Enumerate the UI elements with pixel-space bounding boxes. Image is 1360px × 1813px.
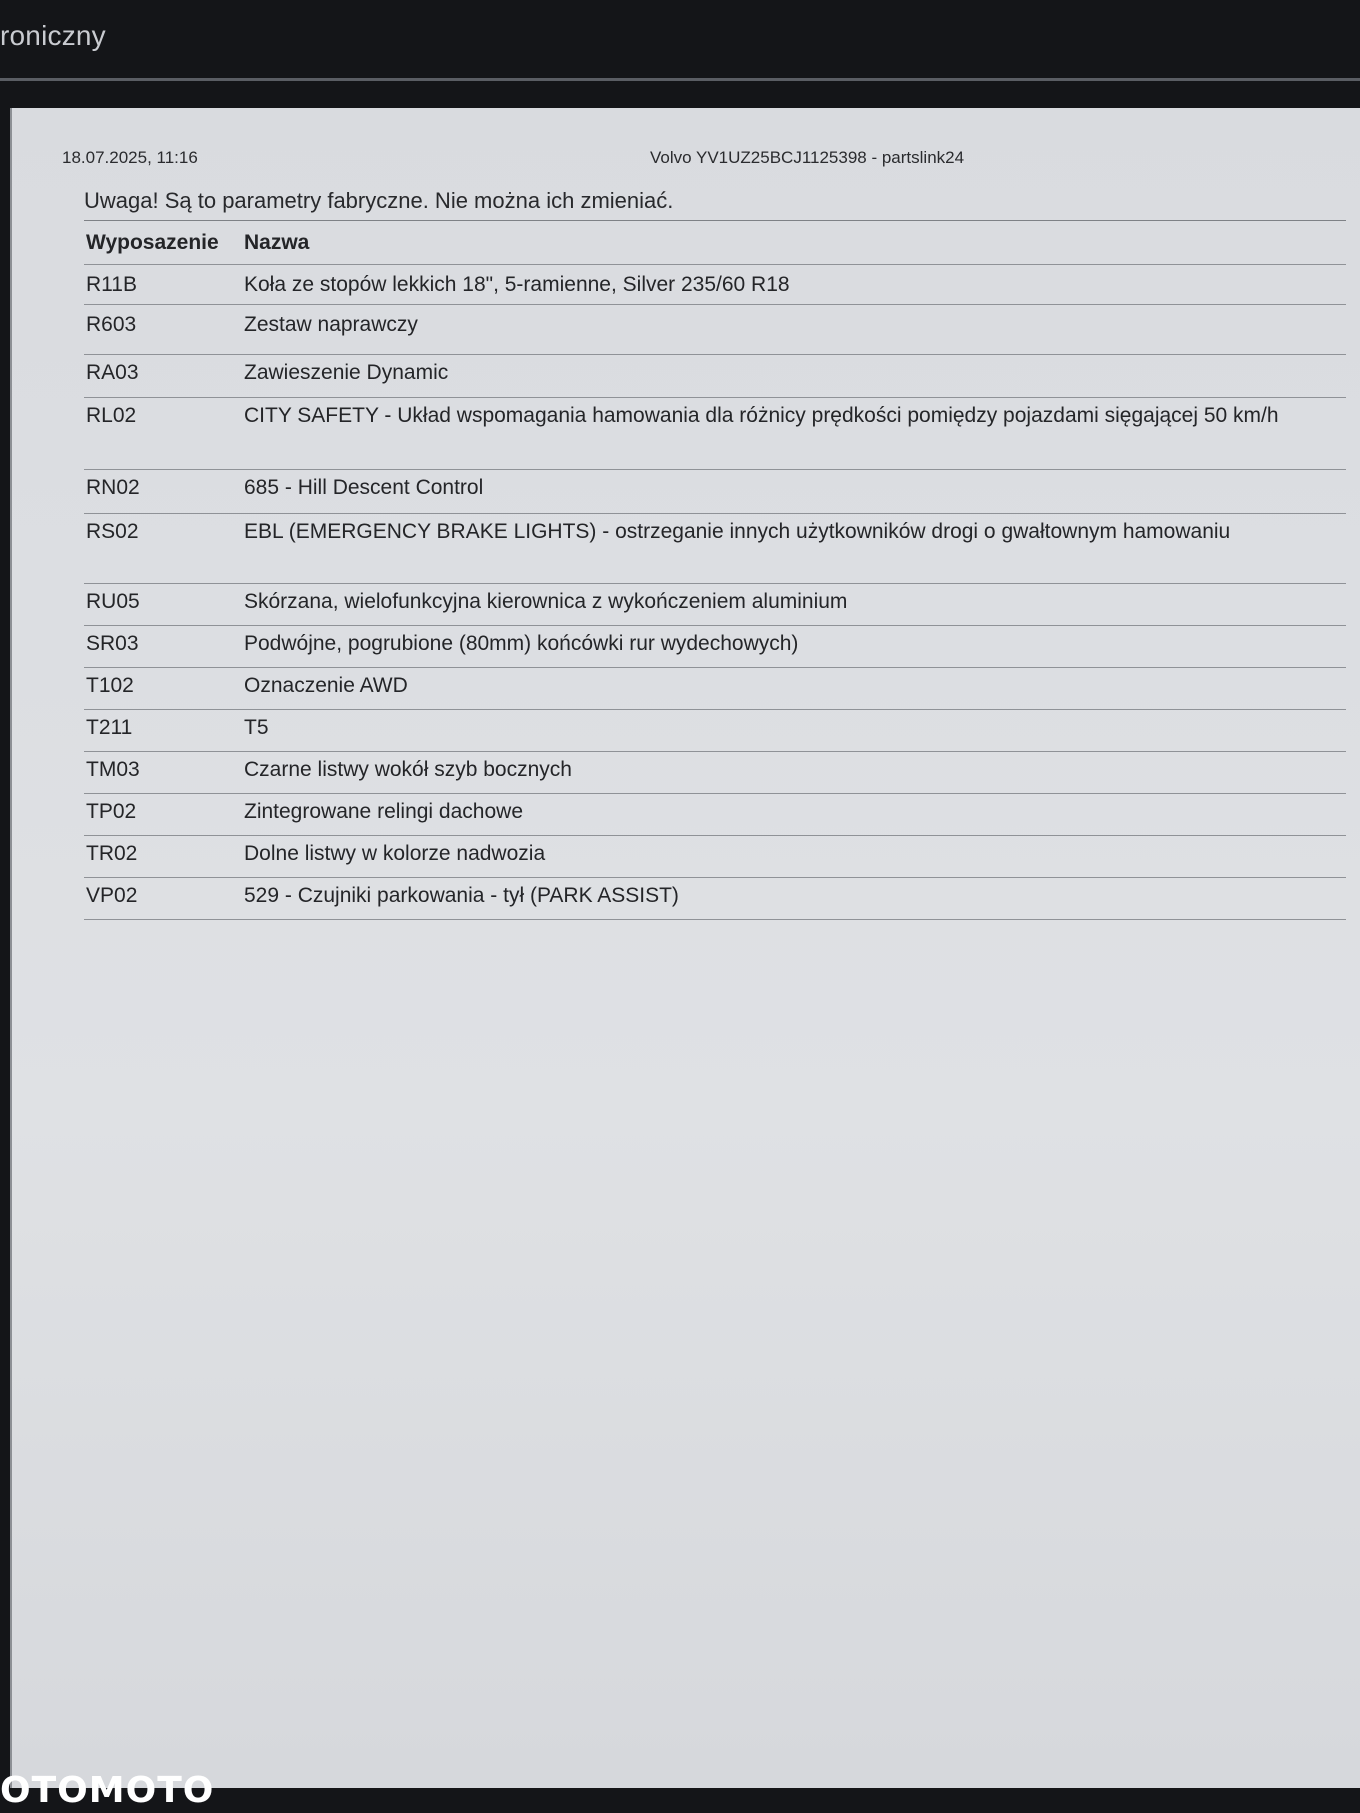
table-row: [84, 793, 1346, 835]
equipment-table: [84, 220, 1346, 920]
row-code: TR02: [86, 842, 138, 865]
row-name: Zintegrowane relingi dachowe: [244, 800, 523, 823]
printed-page: [10, 108, 1360, 1788]
table-row: [84, 583, 1346, 625]
table-header-row: [84, 220, 1346, 264]
header-name: Nazwa: [244, 230, 310, 254]
row-code: T211: [86, 716, 133, 739]
row-name: CITY SAFETY - Układ wspomagania hamowania dla różnicy prędkości pomiędzy pojazdami sięgającej 50 km/h: [244, 404, 1279, 427]
table-row: [84, 354, 1346, 397]
window-title: roniczny: [0, 20, 106, 51]
print-header: [62, 148, 1342, 172]
table-row: [84, 751, 1346, 793]
header-code: Wyposazenie: [86, 230, 219, 254]
title-divider: [0, 78, 1360, 81]
row-code: VP02: [86, 884, 138, 907]
table-row: [84, 709, 1346, 751]
row-name: Czarne listwy wokół szyb bocznych: [244, 758, 572, 781]
table-row: [84, 835, 1346, 877]
row-code: RN02: [86, 476, 140, 499]
row-code: T102: [86, 674, 134, 697]
table-bottom-rule: [84, 919, 1346, 920]
table-row: [84, 264, 1346, 304]
row-name: Skórzana, wielofunkcyjna kierownica z wykończeniem aluminium: [244, 590, 848, 613]
table-row: [84, 877, 1346, 919]
row-name: Podwójne, pogrubione (80mm) końcówki rur wydechowych): [244, 632, 799, 655]
row-name: 685 - Hill Descent Control: [244, 476, 484, 499]
table-row: [84, 397, 1346, 469]
row-code: RL02: [86, 404, 137, 427]
row-code: R603: [86, 313, 137, 336]
row-name: EBL (EMERGENCY BRAKE LIGHTS) - ostrzeganie innych użytkowników drogi o gwałtownym hamowaniu: [244, 520, 1231, 543]
table-row: [84, 304, 1346, 354]
row-code: TM03: [86, 758, 140, 781]
row-code: RU05: [86, 590, 140, 613]
row-code: R11B: [86, 273, 137, 296]
row-name: Zestaw naprawczy: [244, 313, 418, 336]
print-date: 18.07.2025, 11:16: [62, 148, 198, 167]
row-code: RS02: [86, 520, 139, 543]
row-code: RA03: [86, 361, 139, 384]
row-name: 529 - Czujniki parkowania - tył (PARK ASSIST): [244, 884, 679, 907]
table-row: [84, 469, 1346, 513]
row-code: TP02: [86, 800, 137, 823]
row-name: Zawieszenie Dynamic: [244, 361, 449, 384]
row-name: T5: [244, 716, 269, 739]
otomoto-watermark: OTOMOTO: [0, 1770, 215, 1811]
table-row: [84, 513, 1346, 583]
table-row: [84, 625, 1346, 667]
row-name: Oznaczenie AWD: [244, 674, 408, 697]
row-name: Koła ze stopów lekkich 18", 5-ramienne, Silver 235/60 R18: [244, 273, 790, 296]
print-title: Volvo YV1UZ25BCJ1125398 - partslink24: [650, 148, 965, 167]
row-name: Dolne listwy w kolorze nadwozia: [244, 842, 546, 865]
factory-notice: Uwaga! Są to parametry fabryczne. Nie można ich zmieniać.: [84, 188, 674, 213]
table-row: [84, 667, 1346, 709]
row-code: SR03: [86, 632, 139, 655]
